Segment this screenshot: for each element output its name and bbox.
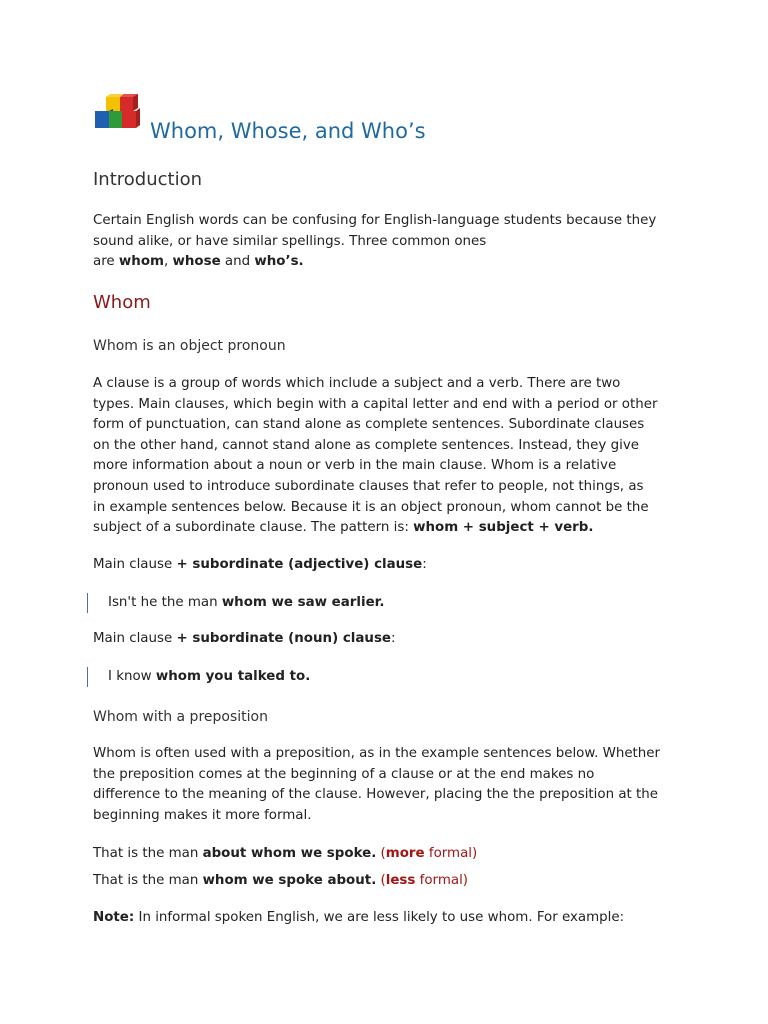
- main-clause-text: Main clause: [93, 557, 177, 572]
- clause-line: form of punctuation, can stand alone as complete sentences. Subordinate clauses: [93, 417, 645, 433]
- toy-blocks-logo-icon: [93, 93, 141, 135]
- clause-paragraph: [93, 374, 693, 539]
- paren-open: (: [376, 873, 386, 888]
- clause-line: in example sentences below. Because it is an object pronoun, whom cannot be the: [93, 499, 649, 515]
- intro-line-2: sound alike, or have similar spellings. Three common ones: [93, 233, 487, 249]
- note-label: Note:: [93, 910, 135, 925]
- example-less-formal: [93, 873, 468, 888]
- quote-bold: whom you talked to.: [155, 669, 311, 684]
- quote-bar: [87, 593, 88, 613]
- quote-bold: whom we saw earlier.: [221, 595, 385, 610]
- clause-line: on the other hand, cannot stand alone as complete sentences. Instead, they give: [93, 437, 639, 453]
- example-bold: whom we spoke about.: [202, 873, 377, 888]
- paren-open: (: [376, 846, 386, 861]
- example-bold: about whom we spoke.: [202, 846, 377, 861]
- clause-line: more information about a noun or verb in the main clause. Whom is a relative: [93, 458, 617, 474]
- colon: :: [422, 557, 427, 572]
- pattern-formula: whom + subject + verb.: [413, 520, 594, 536]
- note-line: [93, 910, 624, 925]
- more-label: more: [385, 846, 425, 861]
- whom-heading: Whom: [93, 292, 151, 313]
- example-more-formal: [93, 846, 477, 861]
- intro-are: are: [93, 254, 119, 270]
- intro-paragraph: [93, 211, 693, 273]
- intro-whos: who’s.: [254, 254, 304, 270]
- example-text: That is the man: [93, 846, 203, 861]
- intro-comma: ,: [163, 254, 173, 270]
- colon: :: [391, 631, 396, 646]
- formal-label: formal): [424, 846, 478, 861]
- less-label: less: [385, 873, 416, 888]
- quote-text: I know: [108, 669, 156, 684]
- quote-text: Isn't he the man: [108, 595, 222, 610]
- page-title: Whom, Whose, and Who’s: [150, 119, 426, 143]
- object-pronoun-subheading: Whom is an object pronoun: [93, 338, 286, 354]
- main-clause-adjective-label: [93, 557, 427, 572]
- main-clause-noun-label: [93, 631, 396, 646]
- preposition-line: the preposition comes at the beginning of a clause or at the end makes no: [93, 766, 595, 782]
- quote-bar: [87, 667, 88, 687]
- intro-whom: whom: [118, 254, 164, 270]
- main-clause-text: Main clause: [93, 631, 177, 646]
- preposition-line: beginning makes it more formal.: [93, 807, 312, 823]
- subordinate-noun-text: + subordinate (noun) clause: [176, 631, 391, 646]
- example-text: That is the man: [93, 873, 203, 888]
- intro-whose: whose: [172, 254, 221, 270]
- preposition-line: difference to the meaning of the clause. However, placing the the preposition at the: [93, 787, 659, 803]
- preposition-subheading: Whom with a preposition: [93, 709, 268, 725]
- clause-line: pronoun used to introduce subordinate clauses that refer to people, not things, as: [93, 478, 644, 494]
- note-text: In informal spoken English, we are less likely to use whom. For example:: [134, 910, 625, 925]
- intro-and: and: [220, 254, 255, 270]
- formal-label: formal): [415, 873, 469, 888]
- intro-line-1: Certain English words can be confusing for English-language students because they: [93, 213, 657, 228]
- subordinate-adjective-text: + subordinate (adjective) clause: [176, 557, 423, 572]
- preposition-line: Whom is often used with a preposition, as in the example sentences below. Whether: [93, 746, 661, 761]
- clause-line: types. Main clauses, which begin with a capital letter and end with a period or other: [93, 396, 658, 412]
- clause-line: A clause is a group of words which include a subject and a verb. There are two: [93, 376, 621, 391]
- preposition-paragraph: [93, 744, 693, 826]
- introduction-heading: Introduction: [93, 169, 203, 190]
- clause-line: subject of a subordinate clause. The pattern is:: [93, 520, 414, 536]
